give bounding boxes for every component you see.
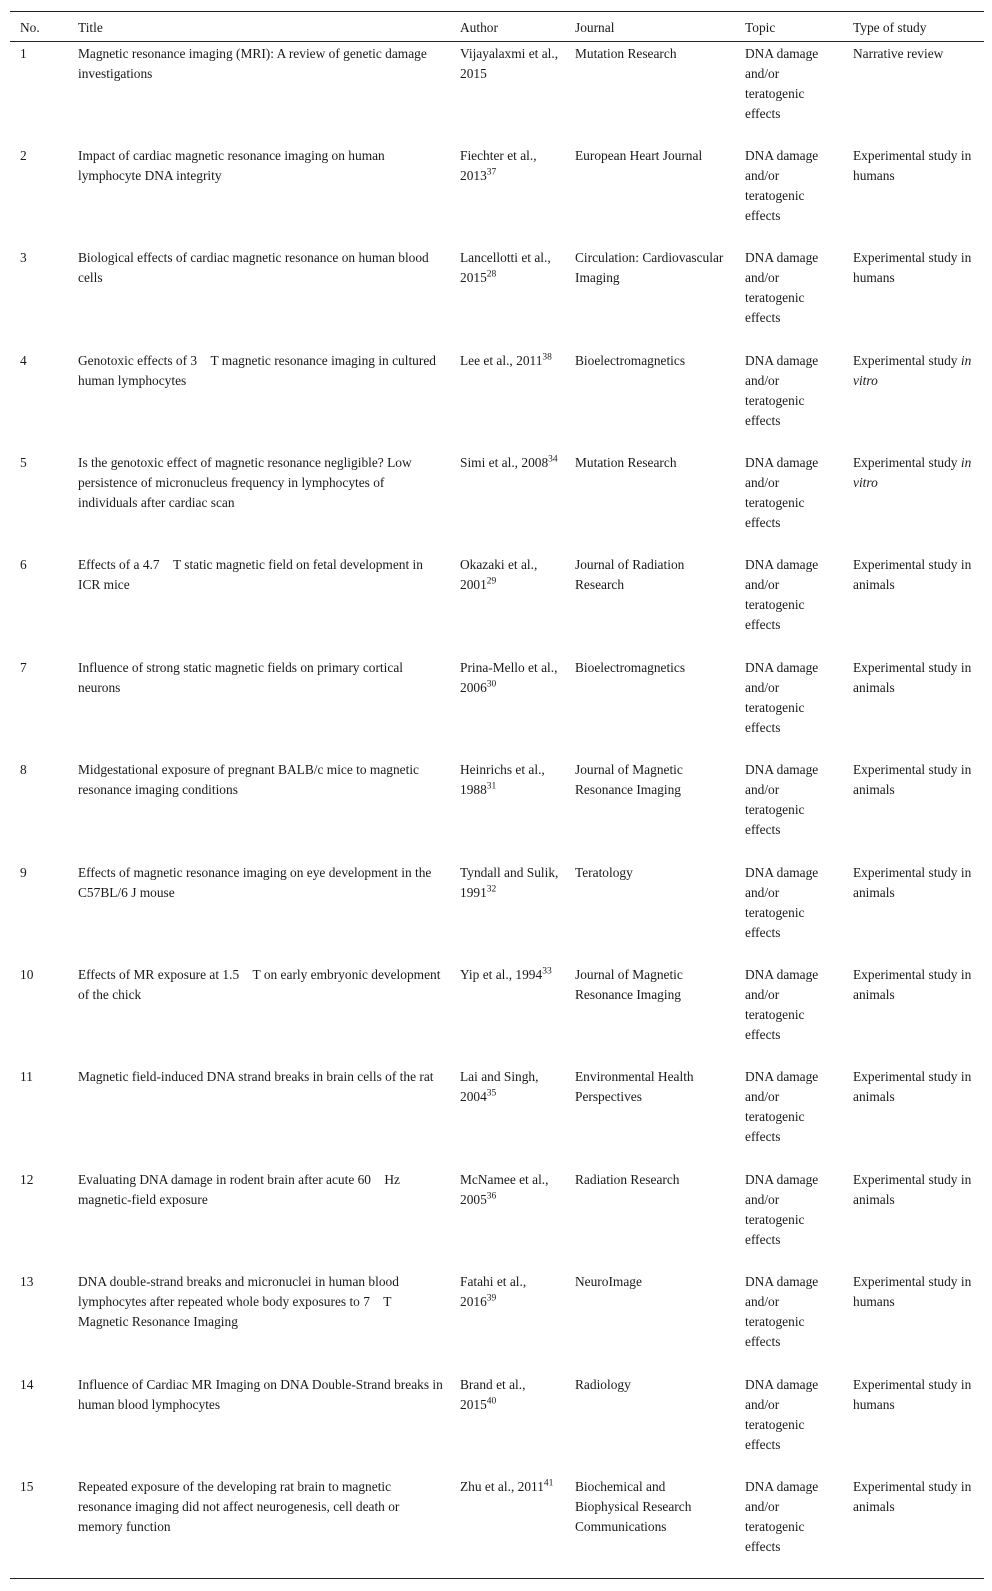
cell-journal xyxy=(565,1168,735,1270)
reference-superscript: 41 xyxy=(543,1478,554,1489)
column-header-title: Title xyxy=(78,20,103,35)
reference-superscript: 29 xyxy=(486,576,497,587)
cell-no xyxy=(10,963,68,1065)
cell-no xyxy=(10,861,68,963)
author-citation: Lancellotti et al., 2015 xyxy=(460,250,551,286)
column-header-no: No. xyxy=(20,20,40,35)
study-type-text: Experimental study in humans xyxy=(853,1274,972,1310)
study-type-emphasis: in vitro xyxy=(853,455,972,491)
row-number: 3 xyxy=(20,250,27,266)
cell-journal xyxy=(565,758,735,860)
table-row xyxy=(10,656,984,758)
topic-text: DNA damage and/or teratogenic effects xyxy=(745,967,819,1043)
cell-topic xyxy=(735,349,843,451)
cell-author xyxy=(450,1168,565,1270)
cell-author xyxy=(450,246,565,348)
cell-title xyxy=(68,1475,450,1579)
study-type-text: Narrative review xyxy=(853,46,944,61)
study-type-text: Experimental study in humans xyxy=(853,147,972,183)
table-row xyxy=(10,553,984,655)
cell-title xyxy=(68,144,450,246)
row-number: 14 xyxy=(20,1376,34,1392)
cell-title xyxy=(68,1168,450,1270)
column-header-author: Author xyxy=(460,20,498,35)
cell-type-of-study xyxy=(843,144,984,246)
reference-superscript: 40 xyxy=(486,1395,497,1406)
study-type-text: Experimental study in humans xyxy=(853,1376,972,1412)
cell-title xyxy=(68,246,450,348)
topic-text: DNA damage and/or teratogenic effects xyxy=(745,147,819,223)
cell-title xyxy=(68,758,450,860)
cell-title xyxy=(68,349,450,451)
topic-text: DNA damage and/or teratogenic effects xyxy=(745,659,819,735)
article-title: Magnetic field-induced DNA strand breaks in brain cells of the rat xyxy=(78,1069,434,1085)
cell-author xyxy=(450,553,565,655)
cell-no xyxy=(10,349,68,451)
cell-author xyxy=(450,1065,565,1167)
author-citation: Vijayalaxmi et al., 2015 xyxy=(460,46,559,81)
study-type-emphasis: in vitro xyxy=(853,352,972,388)
cell-no xyxy=(10,1475,68,1579)
cell-author xyxy=(450,1373,565,1475)
table-row xyxy=(10,963,984,1065)
author-citation: Okazaki et al., 2001 xyxy=(460,557,538,593)
cell-journal xyxy=(565,42,735,144)
cell-title xyxy=(68,1373,450,1475)
author-citation: Fiechter et al., 2013 xyxy=(460,147,537,183)
column-header-journal: Journal xyxy=(575,20,615,35)
row-number: 13 xyxy=(20,1274,34,1290)
study-type-text: Experimental study in humans xyxy=(853,250,972,286)
cell-journal xyxy=(565,1475,735,1579)
reference-superscript: 34 xyxy=(548,454,558,465)
table-row xyxy=(10,1168,984,1270)
article-title: Genotoxic effects of 3 T magnetic resonance imaging in cultured human lymphocytes xyxy=(78,352,436,388)
author-citation: Fatahi et al., 2016 xyxy=(460,1274,527,1310)
cell-no xyxy=(10,246,68,348)
journal-name: Journal of Radiation Research xyxy=(575,557,685,593)
article-title: Influence of Cardiac MR Imaging on DNA Double-Strand breaks in human blood lymphocytes xyxy=(78,1376,443,1412)
row-number: 10 xyxy=(20,967,34,983)
cell-topic xyxy=(735,553,843,655)
cell-topic xyxy=(735,246,843,348)
cell-title xyxy=(68,861,450,963)
article-title: Midgestational exposure of pregnant BALB/c mice to magnetic resonance imaging conditions xyxy=(78,762,419,798)
cell-no xyxy=(10,1373,68,1475)
study-type-text: Experimental study in animals xyxy=(853,1478,972,1514)
author-citation: Simi et al., 2008 xyxy=(460,455,549,471)
journal-name: Mutation Research xyxy=(575,46,677,61)
cell-topic xyxy=(735,758,843,860)
table-row xyxy=(10,42,984,144)
cell-type-of-study xyxy=(843,42,984,144)
study-type-text: Experimental study in animals xyxy=(853,659,972,695)
reference-superscript: 33 xyxy=(542,966,552,977)
cell-topic xyxy=(735,656,843,758)
reference-superscript: 36 xyxy=(486,1191,497,1202)
cell-topic xyxy=(735,42,843,144)
cell-author xyxy=(450,861,565,963)
table-header-row xyxy=(10,12,984,42)
reference-superscript: 35 xyxy=(486,1088,497,1099)
article-title: Biological effects of cardiac magnetic resonance on human blood cells xyxy=(78,250,429,286)
cell-journal xyxy=(565,656,735,758)
cell-journal xyxy=(565,349,735,451)
table-row xyxy=(10,1475,984,1579)
cell-author xyxy=(450,963,565,1065)
cell-no xyxy=(10,42,68,144)
cell-topic xyxy=(735,1270,843,1372)
author-citation: Yip et al., 1994 xyxy=(460,967,543,983)
reference-superscript: 31 xyxy=(486,781,497,792)
cell-topic xyxy=(735,1475,843,1579)
cell-title xyxy=(68,42,450,144)
cell-author xyxy=(450,1270,565,1372)
table-body xyxy=(10,42,984,1579)
cell-type-of-study xyxy=(843,758,984,860)
article-title: Effects of a 4.7 T static magnetic field on fetal development in ICR mice xyxy=(78,557,423,593)
cell-no xyxy=(10,451,68,553)
document-page xyxy=(10,0,984,1579)
reference-superscript: 37 xyxy=(486,167,497,178)
cell-author xyxy=(450,42,565,144)
row-number: 12 xyxy=(20,1171,34,1187)
cell-author xyxy=(450,758,565,860)
author-citation: Lee et al., 2011 xyxy=(460,352,543,368)
study-type-text: Experimental study in animals xyxy=(853,1171,972,1207)
table-row xyxy=(10,1065,984,1167)
cell-journal xyxy=(565,144,735,246)
reference-superscript: 38 xyxy=(542,351,552,362)
study-type-text: Experimental study in animals xyxy=(853,864,972,900)
row-number: 8 xyxy=(20,762,27,778)
cell-topic xyxy=(735,861,843,963)
journal-name: Environmental Health Perspectives xyxy=(575,1069,694,1105)
column-header-topic: Topic xyxy=(745,20,776,35)
topic-text: DNA damage and/or teratogenic effects xyxy=(745,1171,819,1247)
author-citation: Tyndall and Sulik, 1991 xyxy=(460,864,559,900)
article-title: Repeated exposure of the developing rat brain to magnetic resonance imaging did not affect neurogenesis, cell death or memory function xyxy=(78,1478,400,1534)
reference-superscript: 39 xyxy=(486,1293,497,1304)
cell-title xyxy=(68,451,450,553)
article-title: Impact of cardiac magnetic resonance imaging on human lymphocyte DNA integrity xyxy=(78,147,385,183)
table-row xyxy=(10,246,984,348)
cell-type-of-study xyxy=(843,1168,984,1270)
cell-topic xyxy=(735,1168,843,1270)
article-title: DNA double-strand breaks and micronuclei in human blood lymphocytes after repeated whole body exposures to 7 T Magnetic Resonance Imaging xyxy=(78,1274,399,1330)
study-type-text: Experimental study in animals xyxy=(853,1069,972,1105)
study-type-text: Experimental study in animals xyxy=(853,967,972,1003)
column-header-type-of-study: Type of study xyxy=(853,20,927,35)
topic-text: DNA damage and/or teratogenic effects xyxy=(745,1376,819,1452)
journal-name: European Heart Journal xyxy=(575,147,703,163)
topic-text: DNA damage and/or teratogenic effects xyxy=(745,352,819,428)
author-citation: Lai and Singh, 2004 xyxy=(460,1069,539,1105)
cell-type-of-study xyxy=(843,861,984,963)
cell-author xyxy=(450,451,565,553)
journal-name: Bioelectromagnetics xyxy=(575,659,686,675)
cell-type-of-study xyxy=(843,963,984,1065)
cell-type-of-study xyxy=(843,1065,984,1167)
topic-text: DNA damage and/or teratogenic effects xyxy=(745,864,819,940)
journal-name: Biochemical and Biophysical Research Communications xyxy=(575,1478,692,1534)
cell-topic xyxy=(735,144,843,246)
cell-type-of-study xyxy=(843,656,984,758)
cell-journal xyxy=(565,963,735,1065)
author-citation: Prina-Mello et al., 2006 xyxy=(460,659,558,695)
article-title: Effects of magnetic resonance imaging on eye development in the C57BL/6 J mouse xyxy=(78,864,432,900)
topic-text: DNA damage and/or teratogenic effects xyxy=(745,1274,819,1350)
cell-title xyxy=(68,553,450,655)
cell-no xyxy=(10,1065,68,1167)
journal-name: Radiology xyxy=(575,1376,631,1392)
journal-name: Journal of Magnetic Resonance Imaging xyxy=(575,967,683,1003)
cell-journal xyxy=(565,246,735,348)
row-number: 9 xyxy=(20,864,27,880)
cell-journal xyxy=(565,1373,735,1475)
reference-superscript: 30 xyxy=(486,679,497,690)
topic-text: DNA damage and/or teratogenic effects xyxy=(745,455,819,531)
author-citation: Heinrichs et al., 1988 xyxy=(460,762,545,798)
author-citation: Brand et al., 2015 xyxy=(460,1376,526,1412)
row-number: 7 xyxy=(20,659,27,675)
cell-no xyxy=(10,758,68,860)
topic-text: DNA damage and/or teratogenic effects xyxy=(745,762,819,838)
article-title: Effects of MR exposure at 1.5 T on early embryonic development of the chick xyxy=(78,967,441,1003)
cell-author xyxy=(450,144,565,246)
topic-text: DNA damage and/or teratogenic effects xyxy=(745,1069,819,1145)
row-number: 1 xyxy=(20,46,27,61)
cell-topic xyxy=(735,451,843,553)
row-number: 5 xyxy=(20,455,27,471)
cell-type-of-study xyxy=(843,246,984,348)
table-row xyxy=(10,758,984,860)
journal-name: Mutation Research xyxy=(575,455,677,471)
table-row xyxy=(10,1373,984,1475)
cell-type-of-study xyxy=(843,1373,984,1475)
cell-journal xyxy=(565,1270,735,1372)
row-number: 2 xyxy=(20,147,27,163)
cell-no xyxy=(10,553,68,655)
cell-title xyxy=(68,1065,450,1167)
table-row xyxy=(10,451,984,553)
topic-text: DNA damage and/or teratogenic effects xyxy=(745,557,819,633)
reference-superscript: 28 xyxy=(486,269,497,280)
study-type-text: Experimental study xyxy=(853,352,961,368)
cell-no xyxy=(10,144,68,246)
cell-journal xyxy=(565,1065,735,1167)
cell-no xyxy=(10,1168,68,1270)
journal-name: Teratology xyxy=(575,864,633,880)
cell-author xyxy=(450,349,565,451)
row-number: 6 xyxy=(20,557,27,573)
study-type-text: Experimental study in animals xyxy=(853,762,972,798)
cell-no xyxy=(10,656,68,758)
cell-type-of-study xyxy=(843,1270,984,1372)
cell-journal xyxy=(565,553,735,655)
cell-journal xyxy=(565,451,735,553)
cell-topic xyxy=(735,1065,843,1167)
author-citation: Zhu et al., 2011 xyxy=(460,1478,544,1494)
cell-type-of-study xyxy=(843,349,984,451)
literature-table xyxy=(10,11,984,1579)
journal-name: Bioelectromagnetics xyxy=(575,352,686,368)
journal-name: Circulation: Cardiovascular Imaging xyxy=(575,250,724,286)
article-title: Is the genotoxic effect of magnetic resonance negligible? Low persistence of micronucleus frequency in lymphocytes of individuals after cardiac scan xyxy=(78,455,412,511)
row-number: 4 xyxy=(20,352,27,368)
article-title: Influence of strong static magnetic fields on primary cortical neurons xyxy=(78,659,403,695)
table-row xyxy=(10,861,984,963)
topic-text: DNA damage and/or teratogenic effects xyxy=(745,46,819,121)
cell-type-of-study xyxy=(843,451,984,553)
cell-title xyxy=(68,1270,450,1372)
row-number: 11 xyxy=(20,1069,33,1085)
study-type-text: Experimental study in animals xyxy=(853,557,972,593)
row-number: 15 xyxy=(20,1478,34,1494)
cell-journal xyxy=(565,861,735,963)
reference-superscript: 32 xyxy=(486,883,497,894)
article-title: Evaluating DNA damage in rodent brain after acute 60 Hz magnetic-field exposure xyxy=(78,1171,401,1207)
cell-no xyxy=(10,1270,68,1372)
table-row xyxy=(10,1270,984,1372)
cell-type-of-study xyxy=(843,553,984,655)
table-row xyxy=(10,144,984,246)
article-title: Magnetic resonance imaging (MRI): A review of genetic damage investigations xyxy=(78,46,427,81)
author-citation: McNamee et al., 2005 xyxy=(460,1171,549,1207)
topic-text: DNA damage and/or teratogenic effects xyxy=(745,250,819,326)
study-type-text: Experimental study xyxy=(853,455,961,471)
cell-title xyxy=(68,963,450,1065)
cell-type-of-study xyxy=(843,1475,984,1579)
cell-author xyxy=(450,656,565,758)
table-row xyxy=(10,349,984,451)
cell-title xyxy=(68,656,450,758)
topic-text: DNA damage and/or teratogenic effects xyxy=(745,1478,819,1554)
journal-name: Radiation Research xyxy=(575,1171,680,1187)
cell-author xyxy=(450,1475,565,1579)
journal-name: Journal of Magnetic Resonance Imaging xyxy=(575,762,683,798)
cell-topic xyxy=(735,1373,843,1475)
cell-topic xyxy=(735,963,843,1065)
journal-name: NeuroImage xyxy=(575,1274,642,1290)
